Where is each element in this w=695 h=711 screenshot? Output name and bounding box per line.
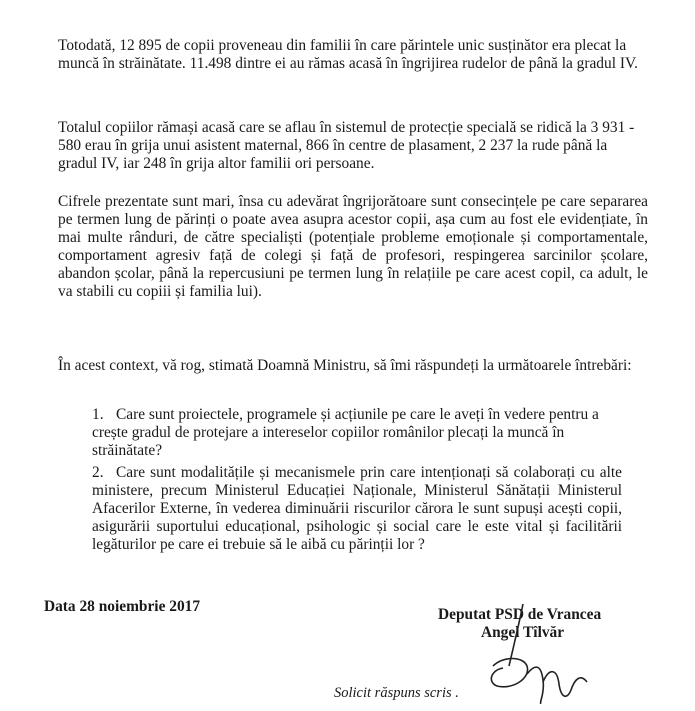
- question-text: Care sunt modalitățile și mecanismele prin care intenționați să colaborați cu alte ministere, precum Ministerul Educației Naționale, Ministerul Sănătații Ministerul Afacerilor Externe, în vederea diminuării riscurilor cărora le sunt supuși acești copii, asigurării suportului educațional, psihologic și social care le este vital și facilitării legăturilor pe care ei trebuie să le aibă cu părinții lor ?: [92, 464, 622, 553]
- question-number: 1.: [92, 406, 104, 423]
- deputy-name: Angel Tîlvăr: [481, 624, 565, 641]
- written-response-request: Solicit răspuns scris .: [334, 685, 459, 701]
- deputy-title: Deputat PSD de Vrancea: [438, 606, 602, 623]
- paragraph-context: În acest context, vă rog, stimată Doamnă Ministru, să îmi răspundeți la următoarele întrebări:: [58, 357, 632, 374]
- question-text: Care sunt proiectele, programele și acțiunile pe care le aveți în vedere pentru a crește gradul de protejare a intereselor copiilor românilor plecați la muncă în străinătate?: [92, 406, 599, 459]
- handwritten-signature: [483, 604, 593, 704]
- paragraph-single-parent-children: Totodată, 12 895 de copii proveneau din familii în care părintele unic susținător era plecat la muncă în străinătate. 11.498 dintre ei au rămas acasă în îngrijirea rudelor de până la gradul IV.: [58, 37, 638, 72]
- question-number: 2.: [92, 464, 104, 481]
- document-date: Data 28 noiembrie 2017: [44, 598, 201, 615]
- paragraph-consequences: Cifrele prezentate sunt mari, însa cu adevărat îngrijorătoare sunt consecințele pe care separarea pe termen lung de părinți o poate avea asupra acestor copii, așa cum au fost ele evidențiate, în mai multe rânduri, de către specialiști (potențiale probleme emoționale și comportamentale, comportament agresiv față de colegi și față de profesori, respingerea sarcinilor școlare, abandon școlar, până la repercusiuni pe termen lung în relațiile pe care acest copil, ca adult, le va stabili cu copiii și familia lui).: [58, 193, 648, 300]
- paragraph-special-protection: Totalul copiilor rămași acasă care se aflau în sistemul de protecție specială se ridică la 3 931 - 580 erau în grija unui asistent maternal, 866 în centre de plasament, 2 237 la rude până la gradul IV, iar 248 în grija altor familii ori persoane.: [58, 119, 635, 172]
